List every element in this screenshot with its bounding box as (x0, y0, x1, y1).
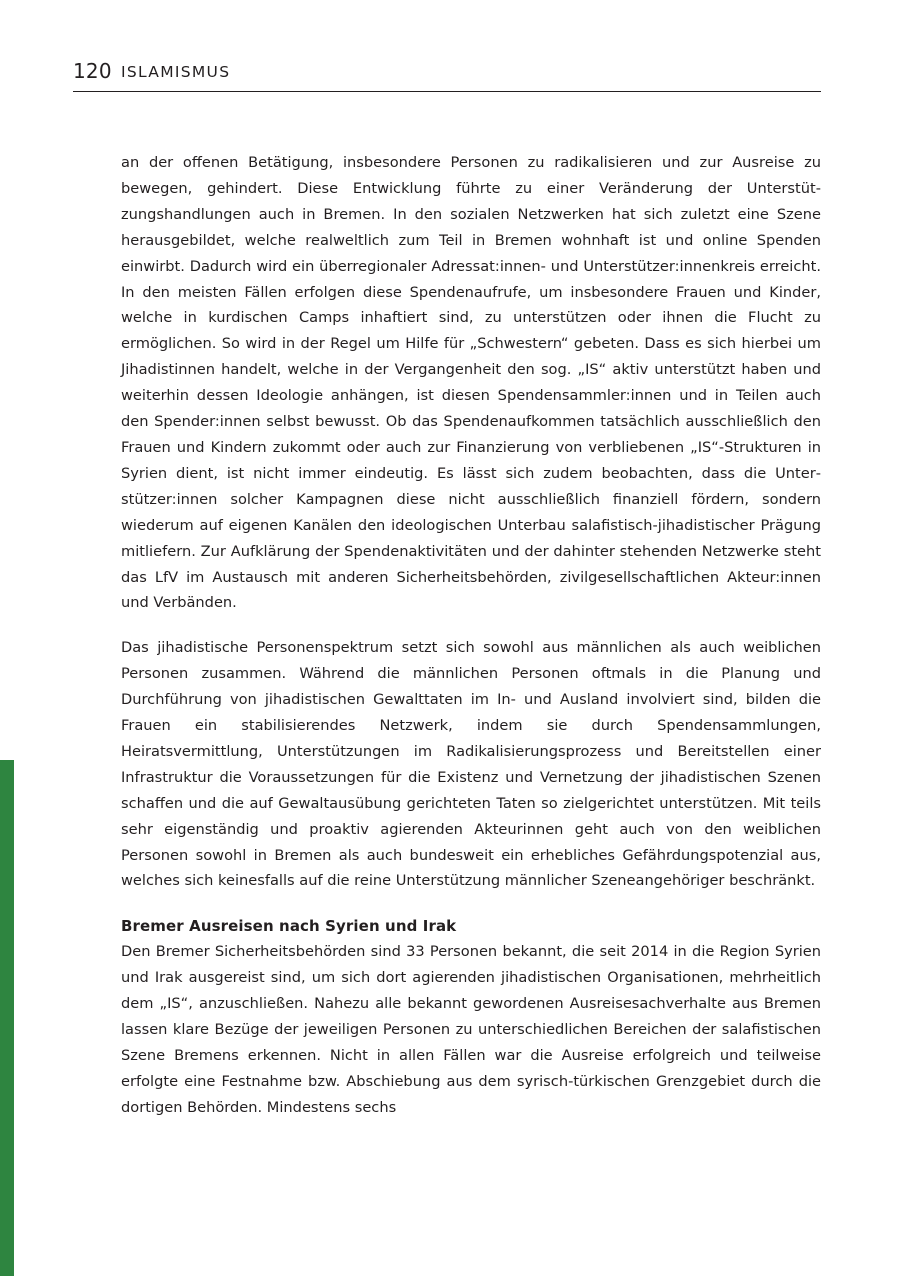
section-subheading: Bremer Ausreisen nach Syrien und Irak (121, 917, 457, 936)
page-body (121, 150, 821, 1121)
body-paragraph-2: Das jihadistische Personenspektrum setzt sich sowohl aus männlichen als auch weiblichen Personen zusammen. Während die männlichen Personen oftmals in die Planung und Durchführung von jihadistischen Gewalttaten im In- und Ausland involviert sind, bilden die Frauen ein stabilisierendes Netzwerk, indem sie durch Spendensammlungen, Heiratsvermittlung, Unterstützungen im Radikalisierungsprozess und Bereitstellen einer Infrastruktur die Voraussetzungen für die Existenz und Vernetzung der jihadistischen Szenen schaffen und die auf Gewaltausübung gerichteten Taten so zielgerichtet unterstützen. Mit teils sehr eigenständig und proaktiv agierenden Akteurinnen geht auch von den weiblichen Personen sowohl in Bremen als auch bundesweit ein erhebliches Gefährdungspotenzial aus, welches sich keinesfalls auf die reine Unterstützung männlicher Szeneangehöriger beschränkt. (121, 639, 821, 890)
section-title: ISLAMISMUS (121, 63, 231, 81)
body-paragraph-3: Den Bremer Sicherheitsbehörden sind 33 Personen bekannt, die seit 2014 in die Region Syrien und Irak ausgereist sind, um sich dort agierenden jihadistischen Organisationen, mehrheitlich dem „IS“, anzuschließen. Nahezu alle bekannt gewordenen Ausreisesachverhalte aus Bremen lassen klare Bezüge der jeweiligen Personen zu unterschiedlichen Bereichen der salafistischen Szene Bremens erkennen. Nicht in allen Fällen war die Ausreise erfolgreich und teilweise erfolgte eine Festnahme bzw. Abschiebung aus dem syrisch-türkischen Grenzgebiet durch die dortigen Behörden. Mindestens sechs (121, 943, 821, 1116)
chapter-side-tab (0, 760, 14, 1276)
running-header (73, 58, 821, 92)
page-number: 120 (73, 59, 112, 83)
body-paragraph-1: an der offenen Betätigung, insbesondere Personen zu radikalisieren und zur Ausreise zu bewegen, gehindert. Diese Entwicklung führte zu einer Veränderung der Unterstützungshandlungen auch in Bremen. In den sozialen Netzwerken hat sich zuletzt eine Szene herausgebildet, welche realweltlich zum Teil in Bremen wohnhaft ist und online Spenden einwirbt. Dadurch wird ein überregionaler Adressat:innen- und Unterstützer:innenkreis erreicht. In den meisten Fällen erfolgen diese Spendenaufrufe, um insbesondere Frauen und Kinder, welche in kurdischen Camps inhaftiert sind, zu unterstützen oder ihnen die Flucht zu ermöglichen. So wird in der Regel um Hilfe für „Schwestern“ gebeten. Dass es sich hierbei um Jihadistinnen handelt, welche in der Vergangenheit den sog. „IS“ aktiv unterstützt haben und weiterhin dessen Ideologie anhängen, ist diesen Spendensammler:innen und in Teilen auch den Spender:innen selbst bewusst. Ob das Spendenaufkommen tatsächlich ausschließlich den Frauen und Kindern zukommt oder auch zur Finanzierung von verbliebenen „IS“-Strukturen in Syrien dient, ist nicht immer eindeutig. Es lässt sich zudem beobachten, dass die Unterstützer:innen solcher Kampagnen diese nicht ausschließlich finanziell fördern, sondern wiederum auf eigenen Kanälen den ideologischen Unterbau salafistisch-jihadistischer Prägung mitliefern. Zur Aufklärung der Spendenaktivitäten und der dahinter stehenden Netzwerke steht das LfV im Austausch mit anderen Sicherheitsbehörden, zivilgesellschaftlichen Akteur:innen und Verbänden. (121, 154, 821, 612)
